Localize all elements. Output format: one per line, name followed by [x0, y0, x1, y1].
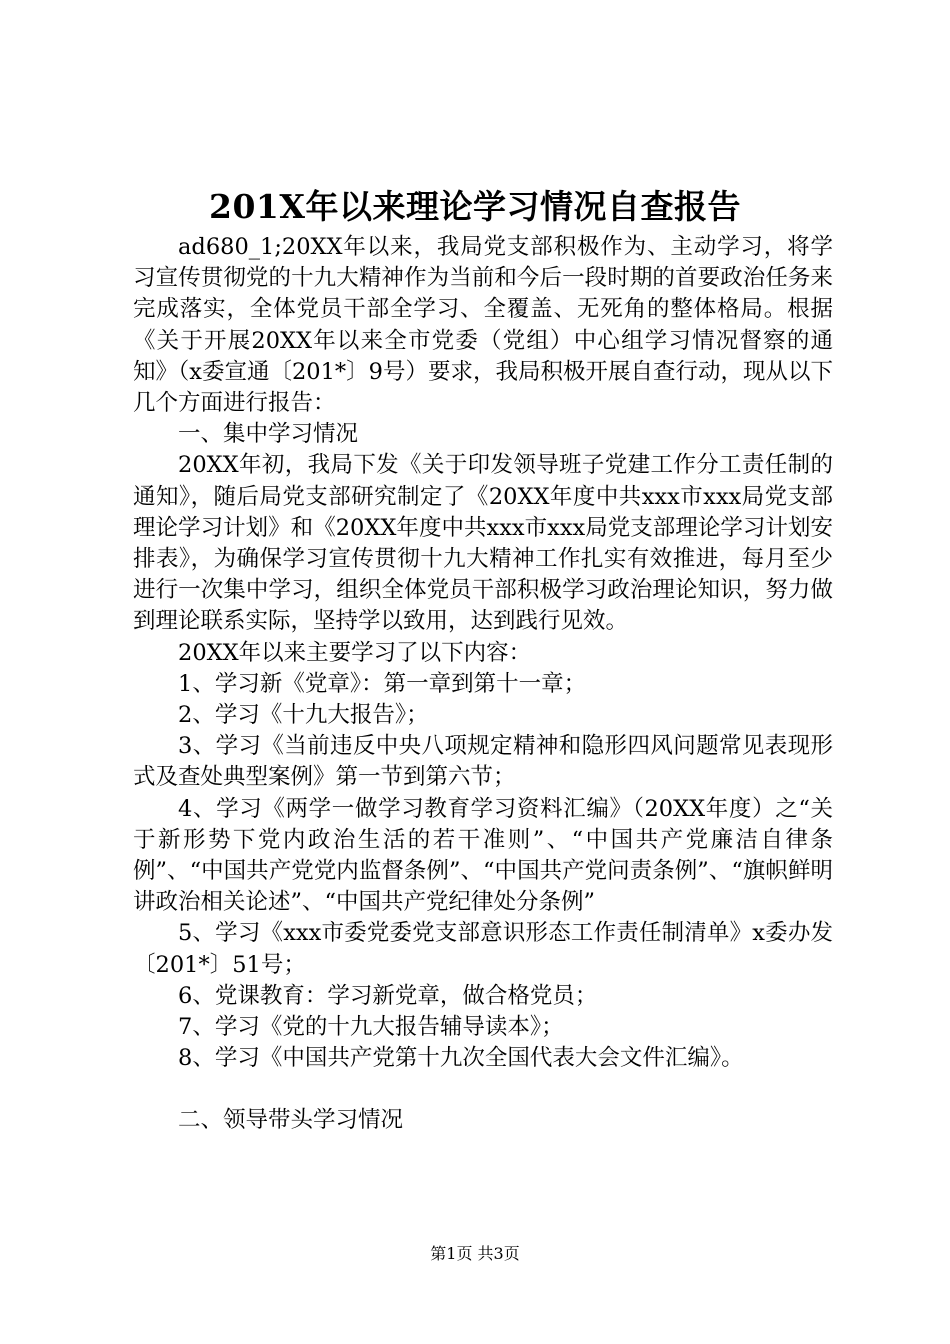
study-item-8: 8、学习《中国共产党第十九次全国代表大会文件汇编》。 — [178, 1045, 744, 1072]
study-item-2: 2、学习《十九大报告》； — [178, 702, 429, 729]
paragraph-intro: ad680_1;20XX年以来，我局党支部积极作为、主动学习，将学习宣传贯彻党的十九大精神作为当前和今后一段时期的首要政治任务来完成落实，全体党员干部全学习、全覆盖、无死角的整体格局。根据《关于开展20XX年以来全市党委（党组）中心组学习情况督察的通知》（x委宣通〔201*〕9号）要求，我局积极开展自查行动，现从以下几个方面进行报告： — [133, 234, 833, 417]
study-item-7: 7、学习《党的十九大报告辅导读本》； — [178, 1014, 564, 1041]
document-title: 201X年以来理论学习情况自查报告 — [209, 187, 741, 226]
study-item-6: 6、党课教育：学习新党章，做合格党员； — [178, 982, 598, 1009]
paragraph-section-1: 20XX年初，我局下发《关于印发领导班子党建工作分工责任制的通知》，随后局党支部研究制定了《20XX年度中共xxx市xxx局党支部理论学习计划》和《20XX年度中共xxx市xxx局党支部理论学习计划安排表》，为确保学习宣传贯彻十九大精神工作扎实有效推进，每月至少进行一次集中学习，组织全体党员干部积极学习政治理论知识，努力做到理论联系实际，坚持学以致用，达到践行见效。 — [133, 452, 833, 635]
study-item-3: 3、学习《当前违反中央八项规定精神和隐形四风问题常见表现形式及查处典型案例》第一节到第六节； — [133, 733, 833, 791]
study-item-5: 5、学习《xxx市委党委党支部意识形态工作责任制清单》x委办发〔201*〕51号； — [133, 920, 833, 978]
study-item-1: 1、学习新《党章》：第一章到第十一章； — [178, 670, 587, 697]
paragraph-study-list-intro: 20XX年以来主要学习了以下内容： — [178, 639, 532, 666]
study-item-4: 4、学习《两学一做学习教育学习资料汇编》（20XX年度）之“关于新形势下党内政治生活的若干准则”、“中国共产党廉洁自律条例”、“中国共产党党内监督条例”、“中国共产党问责条例”、“旗帜鲜明讲政治相关论述”、“中国共产党纪律处分条例” — [133, 795, 833, 916]
section-heading-1: 一、集中学习情况 — [178, 421, 359, 448]
document-body — [133, 232, 833, 1137]
section-heading-2: 二、领导带头学习情况 — [178, 1107, 404, 1134]
page-indicator: 第1页 共3页 — [430, 1244, 520, 1263]
